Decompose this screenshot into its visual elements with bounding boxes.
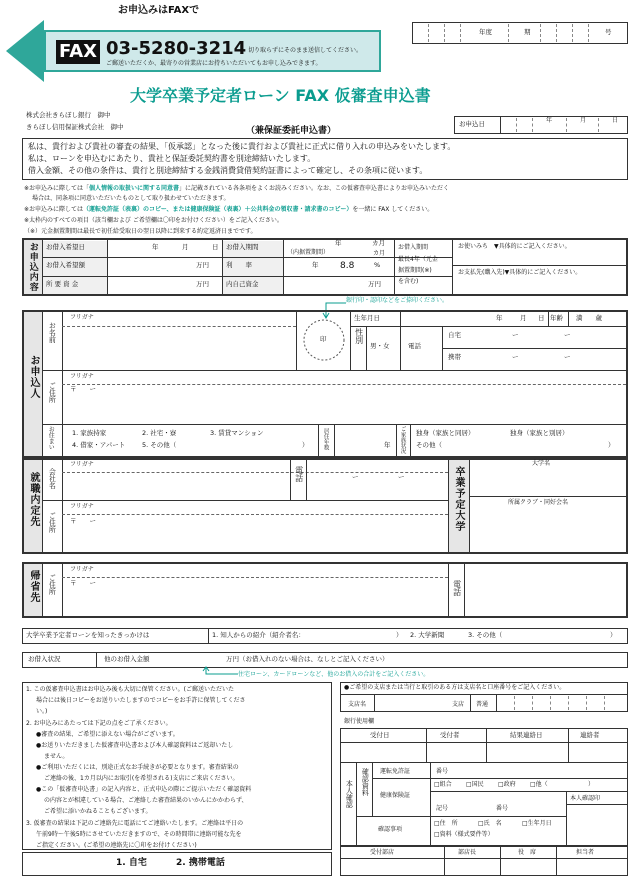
note-2: ※お申込みに際しては（運転免許証（表裏）のコピー、または健康保険証（表裏）＋公共料金の領収書・請求書のコピー）を一緒に FAX してください。 [24, 206, 434, 213]
family-label: ご家族状況 [399, 426, 406, 454]
apply-date-label: お申込日 [459, 120, 485, 128]
applicant-postal: 〒 ー [70, 385, 96, 393]
usage-label: お使いみち ▼具体的にご記入ください。 [458, 243, 571, 250]
residence-label: お住まい [47, 426, 55, 450]
bank-use-label: 銀行使用欄 [344, 718, 375, 725]
fax-note-2: ご郵送いただくか、最寄りの営業店にお持ちいただいてもお申し込みできます。 [106, 60, 322, 67]
club-label: 所属クラブ・同好会名 [508, 499, 569, 506]
form-title: 大学卒業予定者ローン FAX 仮審査申込書 [130, 86, 431, 105]
name-label: お名前 [48, 322, 57, 343]
borrowing-label: お借入状況 [28, 655, 61, 663]
fax-prompt: お申込みはFAXで [118, 5, 200, 16]
years-label: 居住年数 [322, 428, 329, 450]
company-postal: 〒 ー [70, 517, 96, 525]
note-4: （※）元金据置期間は最長で初任給受取日の翌日以降に到来する約定返済日までです。 [24, 228, 257, 235]
rate-value: 8.8 [340, 261, 355, 271]
dob-label: 生年月日 [354, 314, 380, 322]
note-1b: 場合は、同条項に同意いただいたものとして取り扱わせていただきます。 [32, 195, 230, 202]
consent-line-1: 私は、貴行および貴社の審査の結果、「仮承認」となった後に貴行および貴社に正式に借り入れの申込みをいたします。 [28, 142, 456, 151]
payee-label: お支払先(購入先)▼具体的にご記入ください。 [458, 269, 582, 276]
period-label: 期 [524, 28, 531, 36]
note-1: ※お申込みに際しては「個人情報の取扱いに関する同意書」に記載されている各条項をよくお読みください。なお、この仮審査申込書によりお申込みいただく [24, 185, 450, 192]
hometown-address-label: ご住所 [48, 574, 57, 595]
form-subtitle: （兼保証委託申込書） [246, 126, 337, 136]
company-label: 会社名 [48, 468, 57, 489]
phone-label: 電話 [408, 342, 421, 350]
age-label: 年齢 [550, 314, 563, 322]
arrow-up-icon [198, 666, 238, 678]
own-funds-label: 内自己資金 [226, 280, 259, 288]
contact-home[interactable]: 1. 自宅 [116, 858, 147, 868]
id-docs-label: 確認資料 [361, 768, 370, 796]
university-name-label: 大学名 [532, 460, 551, 467]
consent-line-3: 借入金額、その他の条件は、貴行と別途締結する金銭消費貸借契約証書によって確定し、その条項に従います。 [28, 166, 428, 175]
gender-label: 性別 [354, 328, 364, 344]
loan-amount-label: お借入希望額 [46, 261, 85, 269]
fax-note-1: 切り取らずにそのまま送信してください。 [248, 47, 363, 54]
company-phone-label: 電話 [294, 466, 304, 482]
gender-value: 男・女 [370, 342, 390, 350]
fax-label: FAX [56, 40, 100, 64]
loan-date-label: お借入希望日 [46, 243, 85, 251]
borrowing-note: 住宅ローン、カードローンなど、他のお借入の合計をご記入ください。 [238, 671, 430, 678]
applicant-section-label: お申込人 [28, 355, 39, 399]
hometown-phone-label: 電話 [452, 580, 462, 596]
addressee-guarantor: きらぼし信用保証株式会社 御中 [26, 123, 124, 131]
university-section-label: 卒業予定大学 [453, 466, 464, 532]
year-label: 年度 [479, 28, 492, 36]
loan-section-label: お申込内容 [27, 242, 38, 292]
contact-mobile[interactable]: 2. 携帯電話 [176, 858, 225, 868]
hometown-section-label: 帰省先 [28, 570, 39, 603]
home-phone-label: 自宅 [448, 331, 461, 339]
hometown-section [22, 562, 628, 618]
addressee-bank: 株式会社きらぼし銀行 御中 [26, 111, 111, 119]
trigger-label: 大学卒業予定者ローンを知ったきっかけは [26, 631, 150, 639]
rate-label: 利 率 [226, 261, 252, 269]
funds-label: 所 要 資 金 [46, 280, 79, 288]
branch-header: ●ご希望の支店または当行と取引のある方は支店名と口座番号をご記入ください。 [344, 684, 566, 691]
employment-section-label: 就職内定先 [28, 472, 39, 527]
hometown-postal: 〒 ー [70, 579, 96, 587]
id-check-label: 本人確認 [345, 780, 354, 808]
loan-period-label: お借入期間 [226, 243, 259, 251]
company-address-label: ご住所 [48, 512, 57, 533]
address-label: ご住所 [48, 382, 57, 403]
note-3: ※太枠内のすべての項目（該当欄および ご希望欄は〇印をお付けください）をご記入ください。 [24, 217, 283, 224]
fax-number: 03-5280-3214 [106, 38, 247, 59]
consent-line-2: 私は、ローンを申込むにあたり、貴社と保証委託契約書を別途締結いたします。 [28, 154, 316, 163]
seal-note: 銀行印・認印などをご捺印ください。 [346, 297, 449, 304]
mobile-phone-label: 携帯 [448, 353, 461, 361]
number-label: 号 [605, 28, 612, 36]
